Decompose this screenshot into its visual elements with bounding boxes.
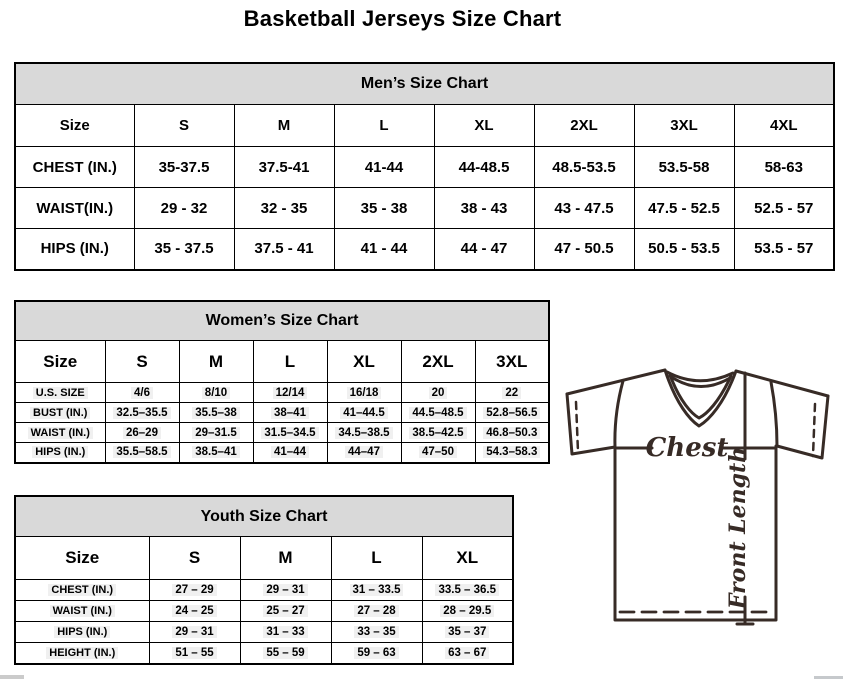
row-label-cell [15, 383, 105, 403]
cell-value: 16/18 [347, 387, 382, 399]
value-cell [105, 403, 179, 423]
cell-value: 59 – 63 [354, 647, 398, 659]
row-label-cell [15, 601, 149, 622]
value-cell [253, 403, 327, 423]
cell-value: 63 – 67 [445, 647, 489, 659]
col-header-m: M [234, 105, 334, 147]
womens-chart-title: Women’s Size Chart [15, 301, 549, 341]
cell-value: 28 – 29.5 [440, 605, 494, 617]
cell-value: 31 – 33 [263, 626, 307, 638]
value-cell [105, 443, 179, 463]
row-label-cell [15, 643, 149, 664]
cell-value: 47–50 [419, 446, 457, 458]
cell-value: 38 - 43 [460, 199, 508, 217]
table-row [15, 643, 513, 664]
cell-value: 35.5–58.5 [113, 446, 170, 458]
cell-value: 53.5 - 57 [754, 240, 814, 258]
youth-size-table [14, 495, 514, 665]
cell-value: 47.5 - 52.5 [648, 199, 720, 217]
table-row [15, 622, 513, 643]
row-label: WAIST (IN.) [28, 427, 93, 439]
cell-value: 27 – 29 [172, 584, 216, 596]
table-row [15, 443, 549, 463]
cell-value: 22 [502, 387, 521, 399]
row-label-cell [15, 580, 149, 601]
table-row [15, 403, 549, 423]
cell-value: 44-48.5 [458, 158, 510, 176]
cell-value: 35 – 37 [445, 626, 489, 638]
value-cell [234, 188, 334, 229]
value-cell [179, 383, 253, 403]
value-cell [179, 423, 253, 443]
cell-value: 52.8–56.5 [483, 407, 540, 419]
col-header-s: S [149, 537, 240, 580]
left-sleeve-dash [576, 402, 578, 452]
cell-value: 44–47 [345, 446, 383, 458]
cell-value: 35 - 38 [360, 199, 408, 217]
col-header-m: M [179, 341, 253, 383]
col-header-xl: XL [434, 105, 534, 147]
cell-value: 35-37.5 [158, 158, 210, 176]
value-cell [634, 229, 734, 270]
cell-value: 51 – 55 [172, 647, 216, 659]
value-cell [401, 443, 475, 463]
row-label-cell [15, 403, 105, 423]
mens-chart-title-row [15, 63, 834, 105]
value-cell [105, 383, 179, 403]
cell-value: 35 - 37.5 [154, 240, 214, 258]
cell-value: 43 - 47.5 [554, 199, 614, 217]
value-cell [334, 147, 434, 188]
womens-chart-title-row [15, 301, 549, 341]
value-cell [475, 423, 549, 443]
cell-value: 53.5-58 [658, 158, 710, 176]
value-cell [149, 580, 240, 601]
cell-value: 46.8–50.3 [483, 427, 540, 439]
value-cell [234, 229, 334, 270]
row-label-cell [15, 188, 134, 229]
value-cell [475, 403, 549, 423]
row-label: U.S. SIZE [33, 387, 88, 399]
cell-value: 47 - 50.5 [554, 240, 614, 258]
cell-value: 52.5 - 57 [754, 199, 814, 217]
value-cell [331, 580, 422, 601]
col-header-xl: XL [327, 341, 401, 383]
col-header-m: M [240, 537, 331, 580]
womens-size-table [14, 300, 550, 464]
row-label: WAIST(IN.) [36, 199, 114, 217]
value-cell [331, 643, 422, 664]
mens-chart-title: Men’s Size Chart [15, 63, 834, 105]
row-label: WAIST (IN.) [50, 605, 115, 617]
table-row [15, 580, 513, 601]
row-label: CHEST (IN.) [32, 158, 117, 176]
value-cell [434, 147, 534, 188]
table-row [15, 383, 549, 403]
col-header-s: S [105, 341, 179, 383]
value-cell [434, 229, 534, 270]
cell-value: 4/6 [131, 387, 153, 399]
value-cell [234, 147, 334, 188]
col-header-xl: XL [422, 537, 513, 580]
chest-label: Chest [645, 433, 729, 463]
cell-value: 29–31.5 [192, 427, 240, 439]
jersey-outline-icon [567, 370, 828, 624]
mens-size-table [14, 62, 835, 271]
value-cell [327, 443, 401, 463]
cell-value: 24 – 25 [172, 605, 216, 617]
womens-column-header-row [15, 341, 549, 383]
value-cell [240, 643, 331, 664]
cell-value: 35.5–38 [192, 407, 240, 419]
youth-chart-title: Youth Size Chart [15, 496, 513, 537]
cell-value: 34.5–38.5 [335, 427, 392, 439]
value-cell [253, 443, 327, 463]
mens-column-header-row [15, 105, 834, 147]
table-row [15, 423, 549, 443]
cell-value: 38.5–42.5 [409, 427, 466, 439]
value-cell [149, 643, 240, 664]
table-row [15, 229, 834, 270]
cell-value: 38.5–41 [192, 446, 240, 458]
value-cell [134, 147, 234, 188]
scrollbar-fragment-left [0, 675, 24, 679]
cell-value: 54.3–58.3 [483, 446, 540, 458]
cell-value: 38–41 [271, 407, 309, 419]
col-header-size: Size [15, 105, 134, 147]
cell-value: 31 – 33.5 [350, 584, 404, 596]
cell-value: 41–44.5 [340, 407, 388, 419]
cell-value: 41–44 [271, 446, 309, 458]
row-label: HIPS (IN.) [54, 626, 110, 638]
row-label: HIPS (IN.) [40, 240, 109, 258]
value-cell [422, 580, 513, 601]
col-header-4xl: 4XL [734, 105, 834, 147]
value-cell [422, 643, 513, 664]
cell-value: 44 - 47 [460, 240, 508, 258]
value-cell [179, 443, 253, 463]
youth-column-header-row [15, 537, 513, 580]
value-cell [327, 403, 401, 423]
cell-value: 32.5–35.5 [113, 407, 170, 419]
value-cell [734, 229, 834, 270]
value-cell [422, 622, 513, 643]
value-cell [734, 188, 834, 229]
cell-value: 41 - 44 [360, 240, 408, 258]
col-header-size: Size [15, 537, 149, 580]
value-cell [422, 601, 513, 622]
cell-value: 41-44 [364, 158, 404, 176]
col-header-2xl: 2XL [534, 105, 634, 147]
row-label-cell [15, 229, 134, 270]
cell-value: 29 - 32 [160, 199, 208, 217]
col-header-3xl: 3XL [475, 341, 549, 383]
value-cell [534, 229, 634, 270]
cell-value: 33.5 – 36.5 [435, 584, 499, 596]
col-header-l: L [334, 105, 434, 147]
row-label-cell [15, 443, 105, 463]
value-cell [105, 423, 179, 443]
row-label-cell [15, 147, 134, 188]
col-header-l: L [331, 537, 422, 580]
value-cell [634, 188, 734, 229]
value-cell [331, 601, 422, 622]
value-cell [475, 383, 549, 403]
col-header-l: L [253, 341, 327, 383]
cell-value: 37.5 - 41 [254, 240, 314, 258]
value-cell [134, 229, 234, 270]
cell-value: 12/14 [273, 387, 308, 399]
value-cell [475, 443, 549, 463]
right-sleeve-dash [813, 404, 815, 456]
cell-value: 27 – 28 [354, 605, 398, 617]
value-cell [134, 188, 234, 229]
cell-value: 20 [429, 387, 448, 399]
row-label: HIPS (IN.) [32, 446, 88, 458]
cell-value: 31.5–34.5 [261, 427, 318, 439]
col-header-s: S [134, 105, 234, 147]
cell-value: 26–29 [123, 427, 161, 439]
col-header-3xl: 3XL [634, 105, 734, 147]
table-row [15, 188, 834, 229]
value-cell [401, 423, 475, 443]
cell-value: 32 - 35 [260, 199, 308, 217]
table-row [15, 147, 834, 188]
value-cell [240, 580, 331, 601]
value-cell [734, 147, 834, 188]
value-cell [534, 147, 634, 188]
value-cell [240, 601, 331, 622]
cell-value: 58-63 [764, 158, 803, 176]
row-label-cell [15, 622, 149, 643]
table-row [15, 601, 513, 622]
row-label: CHEST (IN.) [48, 584, 116, 596]
cell-value: 29 – 31 [172, 626, 216, 638]
value-cell [327, 423, 401, 443]
cell-value: 29 – 31 [263, 584, 307, 596]
value-cell [434, 188, 534, 229]
value-cell [149, 601, 240, 622]
value-cell [331, 622, 422, 643]
value-cell [327, 383, 401, 403]
youth-chart-title-row [15, 496, 513, 537]
jersey-measurement-diagram [556, 362, 842, 640]
value-cell [149, 622, 240, 643]
value-cell [253, 423, 327, 443]
page-title: Basketball Jerseys Size Chart [243, 6, 562, 31]
row-label-cell [15, 423, 105, 443]
value-cell [253, 383, 327, 403]
cell-value: 8/10 [202, 387, 230, 399]
cell-value: 44.5–48.5 [409, 407, 466, 419]
row-label: BUST (IN.) [30, 407, 90, 419]
cell-value: 48.5-53.5 [552, 158, 616, 176]
value-cell [401, 383, 475, 403]
value-cell [334, 188, 434, 229]
cell-value: 25 – 27 [263, 605, 307, 617]
col-header-2xl: 2XL [401, 341, 475, 383]
value-cell [534, 188, 634, 229]
value-cell [334, 229, 434, 270]
value-cell [179, 403, 253, 423]
row-label: HEIGHT (IN.) [46, 647, 118, 659]
cell-value: 37.5-41 [258, 158, 310, 176]
cell-value: 55 – 59 [263, 647, 307, 659]
value-cell [240, 622, 331, 643]
value-cell [401, 403, 475, 423]
col-header-size: Size [15, 341, 105, 383]
cell-value: 33 – 35 [354, 626, 398, 638]
front-length-label: Front Length [725, 446, 751, 610]
cell-value: 50.5 - 53.5 [648, 240, 720, 258]
value-cell [634, 147, 734, 188]
